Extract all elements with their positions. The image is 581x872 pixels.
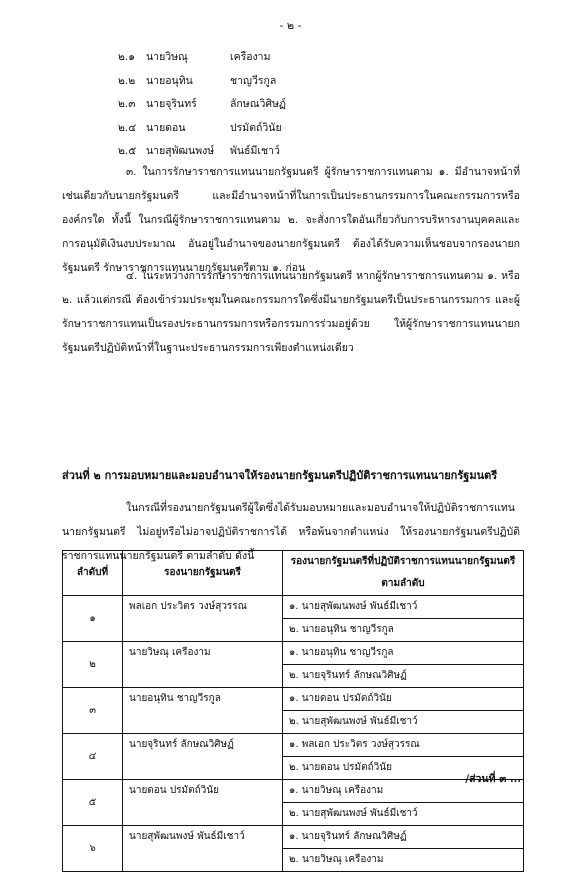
header-order: ลำดับที่ (63, 551, 123, 596)
header-substitutes: รองนายกรัฐมนตรีที่ปฏิบัติราชการแทนนายกรัฐมนตรี (283, 551, 524, 574)
table-header-row (63, 551, 524, 574)
row-number: ๔ (63, 734, 123, 780)
list-item-name: นายวิษณุ (146, 51, 188, 63)
deputy-list (118, 46, 286, 164)
list-item-number: ๒.๒ (118, 74, 136, 87)
list-item-surname: ลักษณวิศิษฏ์ (230, 98, 286, 110)
row-deputy: นายอนุทิน ชาญวีรกูล (123, 688, 283, 734)
row-substitute: ๒. นายวิษณุ เครืองาม (283, 849, 524, 872)
list-item-number: ๒.๔ (118, 121, 137, 134)
row-substitute: ๑. พลเอก ประวิตร วงษ์สุวรรณ (283, 734, 524, 757)
row-substitute: ๒. นายจุรินทร์ ลักษณวิศิษฏ์ (283, 665, 524, 688)
row-substitute: ๒. นายสุพัฒนพงษ์ พันธ์มีเชาว์ (283, 711, 524, 734)
row-substitute: ๑. นายสุพัฒนพงษ์ พันธ์มีเชาว์ (283, 596, 524, 619)
list-item-number: ๒.๓ (118, 98, 136, 110)
row-deputy: นายดอน ปรมัตถ์วินัย (123, 780, 283, 826)
paragraph-3-text: ๓. ในการรักษาราชการแทนนายกรัฐมนตรี ผู้รักษาราชการแทนตาม ๑. มีอำนาจหน้าที่เช่นเดียวกับนายกรัฐมนตรี และมีอำนาจหน้าที่ในการเป็นประธานกรรมการในคณะกรรมการหรือองค์กรใด ทั้งนี้ ในกรณีผู้รักษาราชการแทนตาม ๒. จะสั่งการใดอันเกี่ยวกับการบริหารงานบุคคลและการอนุมัติเงินงบประมาณ อันอยู่ในอำนาจของนายกรัฐมนตรี ต้องได้รับความเห็นชอบจากรองนายกรัฐมนตรี รักษาราชการแทนนายกรัฐมนตรีตาม ๑. ก่อน (62, 166, 520, 274)
row-number: ๖ (63, 826, 123, 872)
list-item-name: นายดอน (146, 121, 186, 134)
list-item-name: นายสุพัฒนพงษ์ (146, 145, 215, 157)
list-item-surname: เครืองาม (230, 51, 271, 63)
row-substitute: ๒. นายอนุทิน ชาญวีรกูล (283, 619, 524, 642)
paragraph-4 (62, 264, 520, 360)
row-number: ๓ (63, 688, 123, 734)
table-row (63, 596, 524, 619)
header-substitutes-order: ตามลำดับ (283, 573, 524, 596)
table-row (63, 780, 524, 803)
page-number: - ๒ - (279, 19, 302, 32)
table-row (63, 642, 524, 665)
row-substitute: ๑. นายอนุทิน ชาญวีรกูล (283, 642, 524, 665)
list-item (118, 93, 286, 117)
list-item-surname: พันธ์มีเชาว์ (230, 145, 280, 157)
list-item-name: นายจุรินทร์ (146, 98, 197, 110)
list-item-name: นายอนุทิน (146, 74, 193, 87)
header-deputy: รองนายกรัฐมนตรี (123, 551, 283, 596)
list-item (118, 117, 286, 141)
section-paragraph-text: ในกรณีที่รองนายกรัฐมนตรีผู้ใดซึ่งได้รับมอบหมายและมอบอำนาจให้ปฏิบัติราชการแทนนายกรัฐมนตรี ไม่อยู่หรือไม่อาจปฏิบัติราชการได้ หรือพ้นจากตำแหน่ง ให้รองนายกรัฐมนตรีปฏิบัติราชการแทนนายกรัฐมนตรี ตามลำดับ ดังนี้ (62, 502, 520, 562)
list-item (118, 70, 286, 94)
row-number: ๕ (63, 780, 123, 826)
row-deputy: นายวิษณุ เครืองาม (123, 642, 283, 688)
row-substitute: ๒. นายสุพัฒนพงษ์ พันธ์มีเชาว์ (283, 803, 524, 826)
table-row (63, 688, 524, 711)
section-heading: ส่วนที่ ๒ การมอบหมายและมอบอำนาจให้รองนายกรัฐมนตรีปฏิบัติราชการแทนนายกรัฐมนตรี (62, 469, 498, 482)
deputy-order-table (62, 550, 524, 872)
row-substitute: ๑. นายดอน ปรมัตถ์วินัย (283, 688, 524, 711)
row-substitute: ๑. นายวิษณุ เครืองาม (283, 780, 524, 803)
list-item (118, 46, 286, 70)
table-row (63, 734, 524, 757)
table-row (63, 826, 524, 849)
row-deputy: นายจุรินทร์ ลักษณวิศิษฏ์ (123, 734, 283, 780)
list-item-surname: ปรมัตถ์วินัย (230, 121, 282, 134)
row-deputy: พลเอก ประวิตร วงษ์สุวรรณ (123, 596, 283, 642)
row-number: ๒ (63, 642, 123, 688)
list-item-surname: ชาญวีรกูล (230, 74, 277, 87)
list-item-number: ๒.๕ (118, 145, 137, 157)
row-substitute: ๒. นายดอน ปรมัตถ์วินัย (283, 757, 524, 780)
row-substitute: ๑. นายจุรินทร์ ลักษณวิศิษฏ์ (283, 826, 524, 849)
continuation-note: /ส่วนที่ ๓ ... (465, 773, 521, 785)
list-item-number: ๒.๑ (118, 51, 135, 63)
paragraph-3 (62, 160, 520, 280)
paragraph-4-text: ๔. ในระหว่างการรักษาราชการแทนนายกรัฐมนตรี หากผู้รักษาราชการแทนตาม ๑. หรือ ๒. แล้วแต่กรณี ต้องเข้าร่วมประชุมในคณะกรรมการใดซึ่งมีนายกรัฐมนตรีเป็นประธานกรรมการ และผู้รักษาราชการแทนเป็นรองประธานกรรมการหรือกรรมการร่วมอยู่ด้วย ให้ผู้รักษาราชการแทนนายกรัฐมนตรีปฏิบัติหน้าที่ในฐานะประธานกรรมการเพียงตำแหน่งเดียว (62, 270, 520, 354)
row-deputy: นายสุพัฒนพงษ์ พันธ์มีเชาว์ (123, 826, 283, 872)
row-number: ๑ (63, 596, 123, 642)
